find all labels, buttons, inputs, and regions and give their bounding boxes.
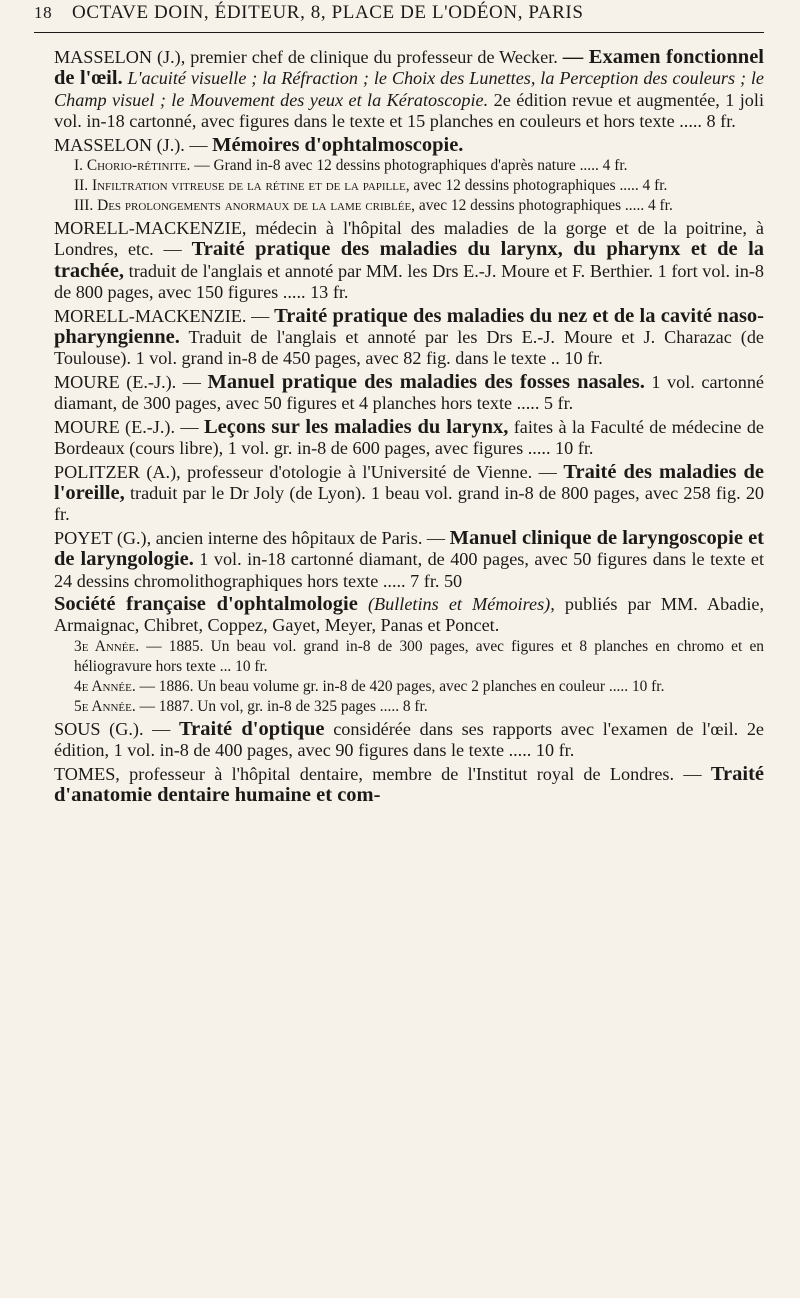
entry-author: TOMES, professeur à l'hôpital dentaire, membre de l'Institut royal de Londres. — [54,763,702,784]
year-text: — 1887. Un vol, gr. in-8 de 325 pages [139,697,376,715]
catalog-entry [54,764,764,807]
entry-description: 2e édition revue et augmentée, 1 joli vol. in-18 cartonné, avec figures dans le texte et 15 planches en couleurs et hors texte [54,89,765,132]
sub-entry-name: Des prolongements anormaux de la lame criblée, [97,197,416,215]
entry-price: 7 fr. 50 [410,570,463,591]
catalog-entry: POYET (G.), ancien interne des hôpitaux de Paris. — Manuel clinique de laryngoscopie et de laryngologie. 1 vol. in-18 cartonné diamant, de 400 pages, avec 50 figures dans le texte et 24 dessins chromolithographiques hors texte ..... 7 fr. 50 [54,526,764,591]
catalog-entry: SOUS (G.). — Traité d'optique considérée dans ses rapports avec l'examen de l'œil. 2e édition, 1 vol. in-8 de 400 pages, avec 90 figures dans le texte ..... 10 fr. [54,717,764,761]
entry-author: POLITZER (A.), professeur d'otologie à l'Université de Vienne. — [54,461,557,482]
sub-entry-price: 4 fr. [648,197,673,215]
entry-author: POYET (G.), ancien interne des hôpitaux de Paris. — [54,527,446,548]
catalog-entry [54,135,764,216]
entry-description: Traduit de l'anglais et annoté par les Drs E.-J. Moure et J. Charazac (de Toulouse). 1 vol. grand in-8 de 450 pages, avec 82 fig. dans le texte [54,327,765,369]
catalog-entry: MOURE (E.-J.). — Manuel pratique des maladies des fosses nasales. 1 vol. cartonné diamant, de 300 pages, avec 50 figures et 4 planches hors texte ..... 5 fr. [54,370,764,414]
entry-author: SOUS (G.). — [54,718,171,739]
year-text: — 1885. Un beau vol. grand in-8 de 300 pages, avec figures et 8 planches en chromo et en héliogravure hors texte [74,637,764,675]
entry-price: 10 fr. [535,740,575,761]
year-label: 3e Année. [74,637,140,655]
sub-entry-name: Chorio-rétinite. [86,157,191,175]
entry-title: — Examen fonctionnel de l'œil. [54,46,765,90]
sub-entry: II. Infiltration vitreuse de la rétine et de la papille, avec 12 dessins photographiques ..... 4 fr. [74,177,668,195]
entry-price: 5 fr. [543,393,574,414]
year-label: 4e Année. [74,677,136,695]
entry-price: 13 fr. [310,282,349,303]
entry-author: MORELL-MACKENZIE, médecin à l'hôpital des maladies de la gorge et de la poitrine, à Londres, etc. — [54,218,764,260]
entry-title: Traité pratique des maladies du nez et de la cavité naso-pharyngienne. [54,304,765,349]
catalog-entry: MORELL-MACKENZIE, médecin à l'hôpital des maladies de la gorge et de la poitrine, à Londres, etc. — Traité pratique des maladies du larynx, du pharynx et de la trachée, traduit de l'anglais et annoté par MM. les Drs E.-J. Moure et F. Berthier. 1 fort vol. in-8 de 800 pages, avec 150 figures ..... 13 fr. [54,218,765,303]
entry-description: publiés par MM. Abadie, Armaignac, Chibret, Coppez, Gayet, Meyer, Panas et Poncet. [54,593,765,636]
sub-entry: III. Des prolongements anormaux de la lame criblée, avec 12 dessins photographiques ..... 4 fr. [74,197,673,215]
catalog-entry: MOURE (E.-J.). — Leçons sur les maladies du larynx, faites à la Faculté de médecine de Bordeaux (cours libre), 1 vol. gr. in-8 de 600 pages, avec figures ..... 10 fr. [54,415,764,459]
page-number: 18 [34,3,53,22]
year-label: 5e Année. [74,697,136,715]
year-price: 10 fr. [235,657,268,675]
entry-price: 10 fr. [555,438,594,459]
catalog-entry [54,462,764,526]
entry-description: considérée dans ses rapports avec l'examen de l'œil. 2e édition, 1 vol. in-8 de 400 pages, avec 90 figures dans le texte [54,718,764,761]
catalog-entry [54,594,764,717]
year-entry: 3e Année. — 1885. Un beau vol. grand in-8 de 300 pages, avec figures et 8 planches en chromo et en héliogravure hors texte ... 10 fr. [74,637,764,675]
year-price: 10 fr. [631,677,665,695]
sub-entry-price: 4 fr. [602,157,628,175]
year-price: 8 fr. [402,697,428,715]
entry-title: Traité pratique des maladies du larynx, du pharynx et de la trachée, [54,238,765,282]
entry-author: MOURE (E.-J.). — [54,371,201,392]
sub-entry: I. Chorio-rétinite. — Grand in-8 avec 12 dessins photographiques d'après nature ..... 4 fr. [74,157,628,175]
entry-description: 1 vol. cartonné diamant, de 300 pages, avec 50 figures et 4 planches hors texte [54,371,764,414]
publisher-line: OCTAVE DOIN, ÉDITEUR, 8, PLACE DE L'ODÉON, PARIS [72,2,584,23]
sub-entry-text: — Grand in-8 avec 12 dessins photographiques d'après nature [194,157,576,175]
entry-description: faites à la Faculté de médecine de Bordeaux (cours libre), 1 vol. gr. in-8 de 600 pages, avec figures [54,416,764,459]
entry-title: Mémoires d'ophtalmoscopie. [212,133,464,156]
entry-title: Traité d'anatomie dentaire humaine et com- [54,762,764,806]
entry-author: MORELL-MACKENZIE. — [54,305,270,326]
catalog-entry: MASSELON (J.), premier chef de clinique du professeur de Wecker. — Examen fonctionnel de l'œil. L'acuité visuelle ; la Réfraction ; le Choix des Lunettes, la Perception des couleurs ; le Champ visuel ; le Mouvement des yeux et la Kératoscopie. 2e édition revue et augmentée, 1 joli vol. in-18 cartonné, avec figures dans le texte et 15 planches en couleurs et hors texte ..... 8 fr. [54,46,765,132]
catalog-entry: MORELL-MACKENZIE. — Traité pratique des maladies du nez et de la cavité naso-pharyngienne. Traduit de l'anglais et annoté par les Drs E.-J. Moure et J. Charazac (de Toulouse). 1 vol. grand in-8 de 450 pages, avec 82 fig. dans le texte .. 10 fr. [54,304,765,369]
sub-entry-text: avec 12 dessins photographiques [413,177,616,195]
year-text: — 1886. Un beau volume gr. in-8 de 420 pages, avec 2 planches en couleur [139,677,605,695]
entry-author: MASSELON (J.), premier chef de clinique du professeur de Wecker. [54,47,558,67]
entry-title: Manuel clinique de laryngoscopie et de laryngologie. [54,526,764,571]
year-entry: 4e Année. — 1886. Un beau volume gr. in-8 de 420 pages, avec 2 planches en couleur ..... 10 fr. [74,677,665,695]
entry-title: Manuel pratique des maladies des fosses nasales. [207,370,645,393]
entry-description: traduit de l'anglais et annoté par MM. les Drs E.-J. Moure et F. Berthier. 1 fort vol. in-8 de 800 pages, avec 150 figures [54,260,765,303]
entry-description: 1 vol. in-18 cartonné diamant, de 400 pages, avec 50 figures dans le texte et 24 dessins chromolithographiques hors texte [54,549,764,591]
entry-price: 8 fr. [706,111,736,132]
entry-description: traduit par le Dr Joly (de Lyon). 1 beau vol. grand in-8 de 800 pages, avec 258 fig. [129,482,741,503]
entry-title: Société française d'ophtalmologie [54,592,358,615]
page-header [34,2,764,33]
entry-title: Traité des maladies de l'oreille, [54,460,765,504]
sub-entry-name: Infiltration vitreuse de la rétine et de la papille, [91,177,410,195]
entry-description-italic: (Bulletins et Mémoires), [367,593,555,614]
entry-description-italic: L'acuité visuelle ; la Réfraction ; le Choix des Lunettes, la Perception des couleurs ; le Champ visuel ; le Mouvement des yeux et la Kératoscopie. [54,68,764,110]
sub-entry-text: avec 12 dessins photographiques [418,197,622,215]
entry-title: Traité d'optique [179,717,325,740]
entry-price: 10 fr. [564,348,603,369]
sub-entry-price: 4 fr. [642,177,668,195]
entry-author: MASSELON (J.). — [54,134,208,155]
entry-author: MOURE (E.-J.). — [54,416,199,437]
entry-price: 20 fr. [54,482,765,525]
catalog-entries [54,47,764,806]
entry-title: Leçons sur les maladies du larynx, [203,415,509,438]
year-entry: 5e Année. — 1887. Un vol, gr. in-8 de 325 pages ..... 8 fr. [74,697,428,715]
